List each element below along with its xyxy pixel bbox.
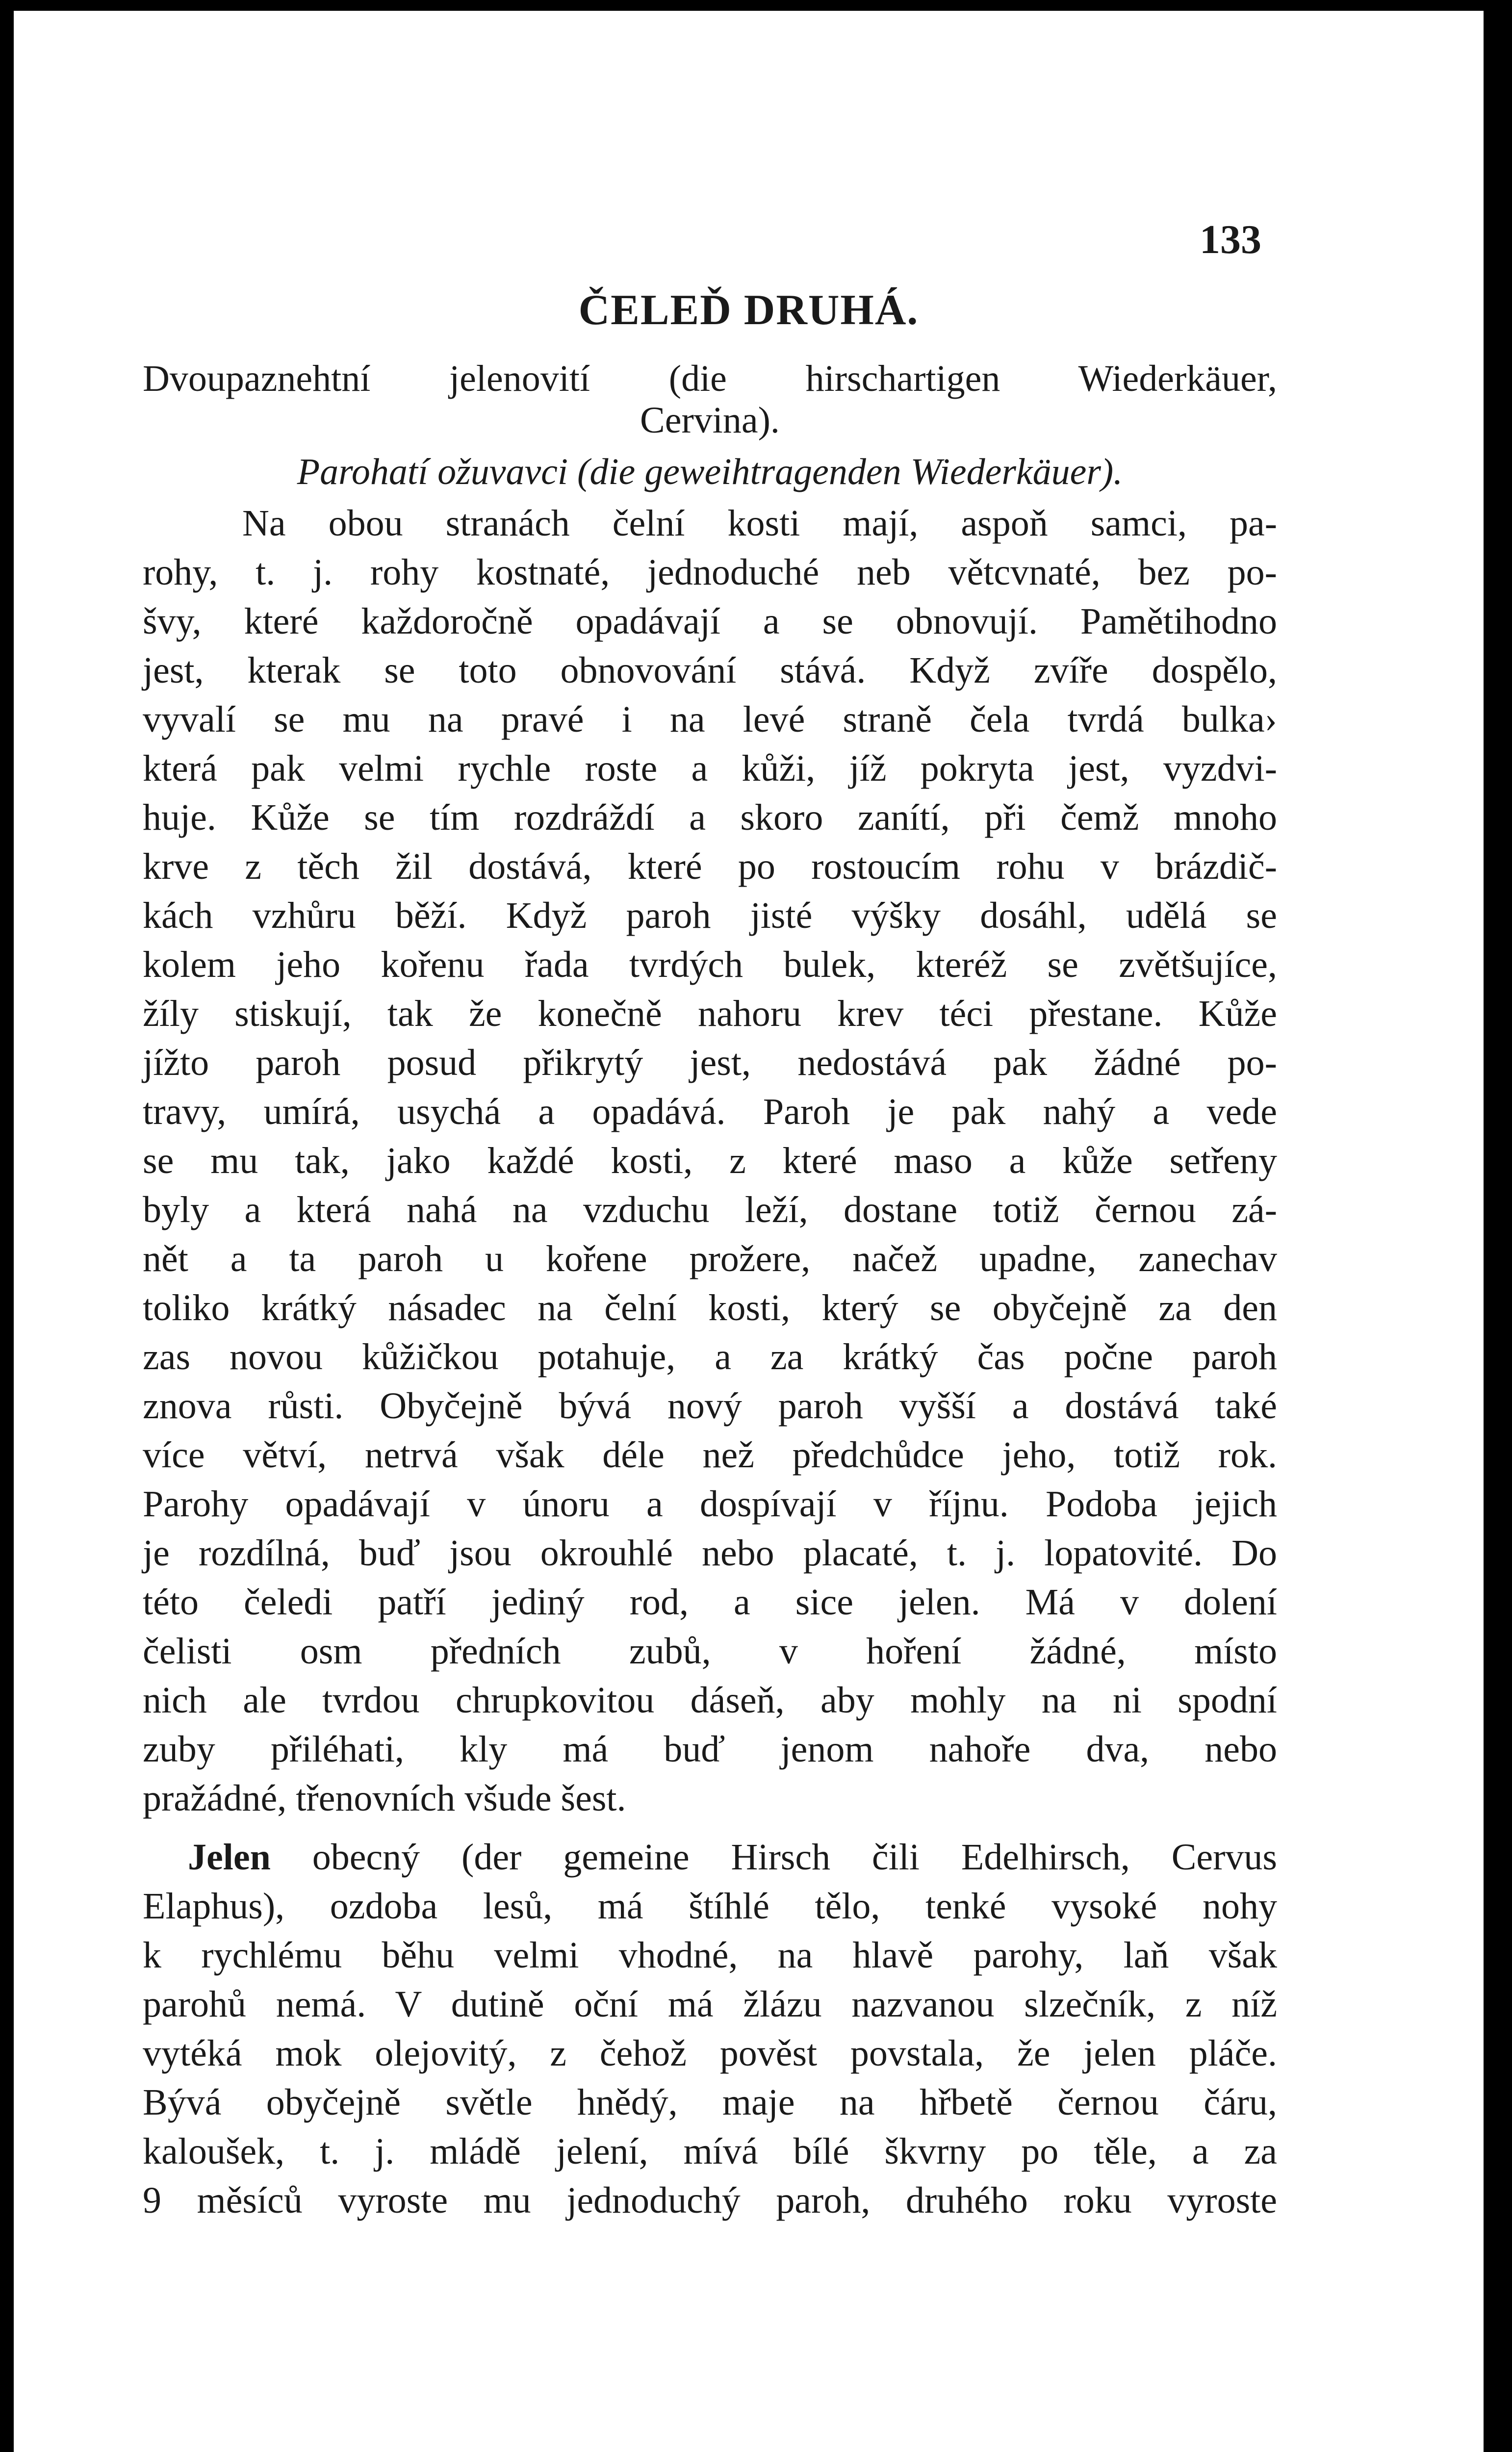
text-line: více větví, netrvá však déle než předchůdce jeho, totiž rok.: [143, 1434, 1277, 1476]
text-line: 9 měsíců vyroste mu jednoduchý paroh, druhého roku vyroste: [143, 2180, 1277, 2221]
text-line: pražádné, třenovních všude šest.: [143, 1778, 626, 1819]
text-line: švy, které každoročně opadávají a se obnovují. Pamětihodno: [143, 601, 1277, 642]
text-line: čelisti osm předních zubů, v hoření žádné, místo: [143, 1631, 1277, 1672]
text-line: vytéká mok olejovitý, z čehož pověst povstala, že jelen pláče.: [143, 2033, 1277, 2074]
text-line: zuby přiléhati, kly má buď jenom nahoře dva, nebo: [143, 1729, 1277, 1770]
text-line: Jelen obecný (der gemeine Hirsch čili Edelhirsch, Cervus: [188, 1837, 1277, 1878]
text-line: se mu tak, jako každé kosti, z které maso a kůže setřeny: [143, 1140, 1277, 1181]
text-line: znova růsti. Obyčejně bývá nový paroh vyšší a dostává také: [143, 1385, 1277, 1427]
text-line: která pak velmi rychle roste a kůži, jíž pokryta jest, vyzdvi-: [143, 748, 1277, 789]
book-page: [14, 11, 1484, 2452]
entry-term: Jelen: [188, 1837, 271, 1878]
text-line: jest, kterak se toto obnovování stává. Když zvíře dospělo,: [143, 650, 1277, 691]
text-line: Parohy opadávají v únoru a dospívají v říjnu. Podoba jejich: [143, 1483, 1277, 1525]
text-line: travy, umírá, usychá a opadává. Paroh je pak nahý a vede: [143, 1091, 1277, 1132]
text-line: této čeledi patří jediný rod, a sice jelen. Má v dolení: [143, 1582, 1277, 1623]
text-line: zas novou kůžičkou potahuje, a za krátký čas počne paroh: [143, 1336, 1277, 1378]
text-line: nět a ta paroh u kořene prožere, načež upadne, zanechav: [143, 1238, 1277, 1279]
text-line: kaloušek, t. j. mládě jelení, mívá bílé škvrny po těle, a za: [143, 2131, 1277, 2172]
text-line: Na obou stranách čelní kosti mají, aspoň samci, pa-: [242, 503, 1277, 544]
text-line: kách vzhůru běží. Když paroh jisté výšky dosáhl, udělá se: [143, 895, 1277, 936]
section-heading: ČELEĎ DRUHÁ.: [578, 286, 919, 334]
text-line: huje. Kůže se tím rozdráždí a skoro zanítí, při čemž mnoho: [143, 797, 1277, 838]
text-line: Dvoupaznehtní jelenovití (die hirschartigen Wiederkäuer,: [143, 358, 1277, 399]
text-line: krve z těch žil dostává, které po rostoucím rohu v brázdič-: [143, 846, 1277, 887]
text-line: Bývá obyčejně světle hnědý, maje na hřbetě černou čáru,: [143, 2082, 1277, 2123]
text-line: Elaphus), ozdoba lesů, má štíhlé tělo, tenké vysoké nohy: [143, 1886, 1277, 1927]
text-line: vyvalí se mu na pravé i na levé straně čela tvrdá bulka›: [143, 699, 1277, 740]
text-line: žíly stiskují, tak že konečně nahoru krev téci přestane. Kůže: [143, 993, 1277, 1034]
text-line: rohy, t. j. rohy kostnaté, jednoduché neb větcvnaté, bez po-: [143, 552, 1277, 593]
text-line: Parohatí ožuvavci (die geweihtragenden Wiederkäuer).: [297, 451, 1123, 492]
text-line: jížto paroh posud přikrytý jest, nedostává pak žádné po-: [143, 1042, 1277, 1083]
text-line: nich ale tvrdou chrupkovitou dáseň, aby mohly na ni spodní: [143, 1680, 1277, 1721]
text-line: byly a která nahá na vzduchu leží, dostane totiž černou zá-: [143, 1189, 1277, 1230]
text-line: kolem jeho kořenu řada tvrdých bulek, kteréž se zvětšujíce,: [143, 944, 1277, 985]
text-line: k rychlému běhu velmi vhodné, na hlavě parohy, laň však: [143, 1935, 1277, 1976]
page-number: 133: [1200, 217, 1261, 262]
text-line: Cervina).: [640, 400, 780, 441]
text-line: parohů nemá. V dutině oční má žlázu nazvanou slzečník, z níž: [143, 1984, 1277, 2025]
text-line: je rozdílná, buď jsou okrouhlé nebo placaté, t. j. lopatovité. Do: [143, 1532, 1277, 1574]
text-line: toliko krátký násadec na čelní kosti, který se obyčejně za den: [143, 1287, 1277, 1328]
